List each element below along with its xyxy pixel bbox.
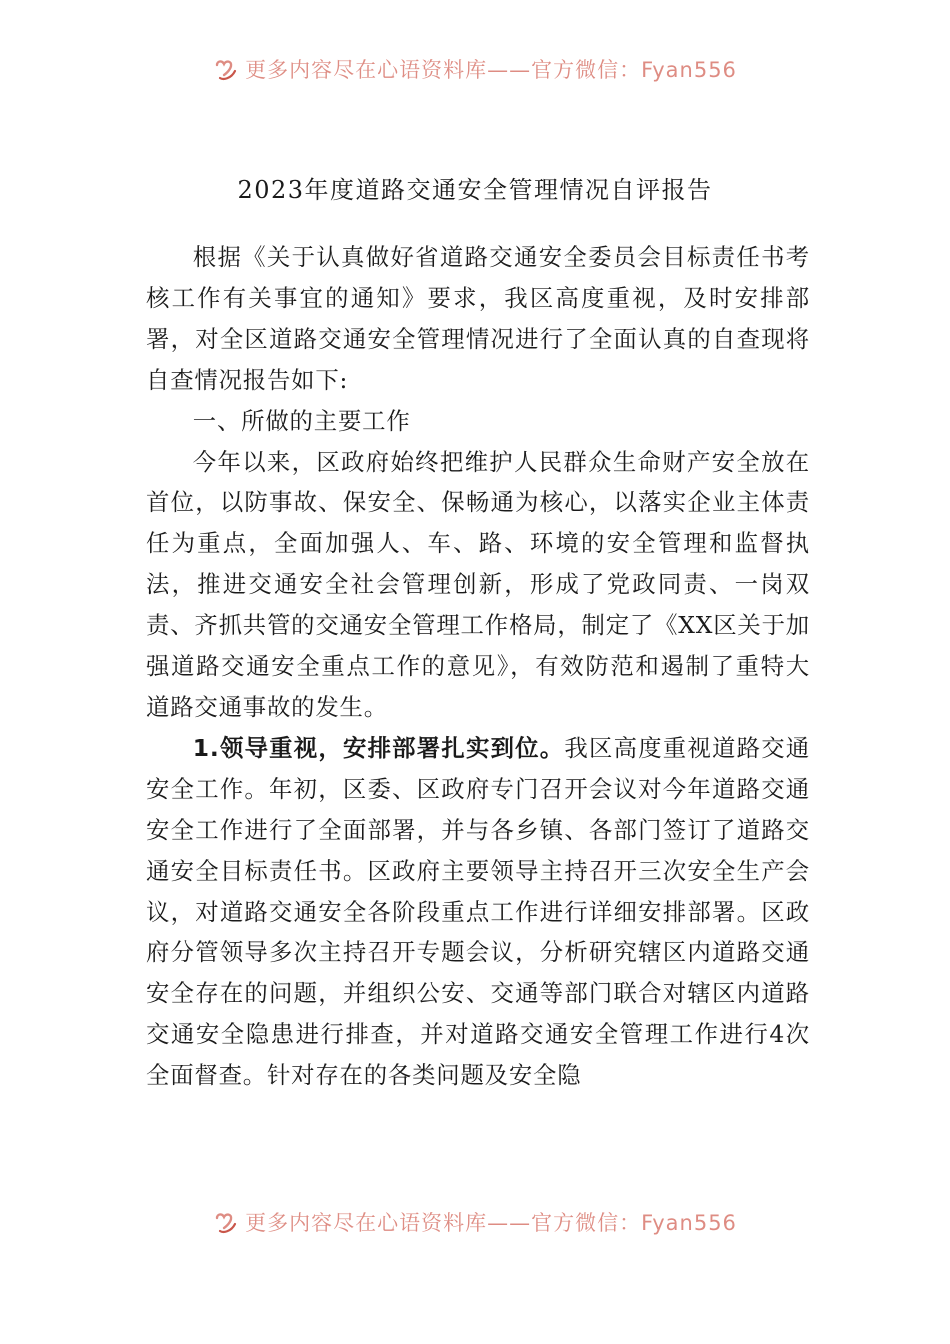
page-title: 2023年度道路交通安全管理情况自评报告 [237,176,713,204]
heart-hands-logo-icon [213,56,239,82]
watermark-top [0,52,950,86]
paragraph-overview [146,442,810,728]
watermark-text: 更多内容尽在心语资料库——官方微信：Fyan556 [245,58,737,82]
paragraph-lead: 1.领导重视，安排部署扎实到位。 [192,733,565,762]
watermark-bottom [0,1205,950,1239]
watermark-text: 更多内容尽在心语资料库——官方微信：Fyan556 [245,1211,737,1235]
heart-hands-logo-icon [213,1209,239,1235]
paragraph-text: 我区高度重视道路交通安全工作。年初，区委、区政府专门召开会议对今年道路交通安全工作进行了全面部署，并与各乡镇、各部门签订了道路交通安全目标责任书。区政府主要领导主持召开三次安全生产会议，对道路交通安全各阶段重点工作进行详细安排部署。区政府分管领导多次主持召开专题会议，分析研究辖区内道路交通安全存在的问题，并组织公安、交通等部门联合对辖区内道路交通安全隐患进行排查，并对道路交通安全管理工作进行4次全面督查。针对存在的各类问题及安全隐 [146,733,810,1090]
section-heading-main-work [146,401,810,442]
document-body [146,237,810,1096]
paragraph-text: 今年以来，区政府始终把维护人民群众生命财产安全放在首位，以防事故、保安全、保畅通为核心，以落实企业主体责任为重点，全面加强人、车、路、环境的安全管理和监督执法，推进交通安全社会管理创新，形成了党政同责、一岗双责、齐抓共管的交通安全管理工作格局，制定了《XX区关于加强道路交通安全重点工作的意见》，有效防范和遏制了重特大道路交通事故的发生。 [146,447,810,721]
paragraph-intro [146,237,810,401]
paragraph-text: 根据《关于认真做好省道路交通安全委员会目标责任书考核工作有关事宜的通知》要求，我区高度重视，及时安排部署，对全区道路交通安全管理情况进行了全面认真的自查现将自查情况报告如下: [146,243,810,394]
section-heading-text: 一、所做的主要工作 [192,406,411,435]
paragraph-item-1 [146,728,810,1096]
